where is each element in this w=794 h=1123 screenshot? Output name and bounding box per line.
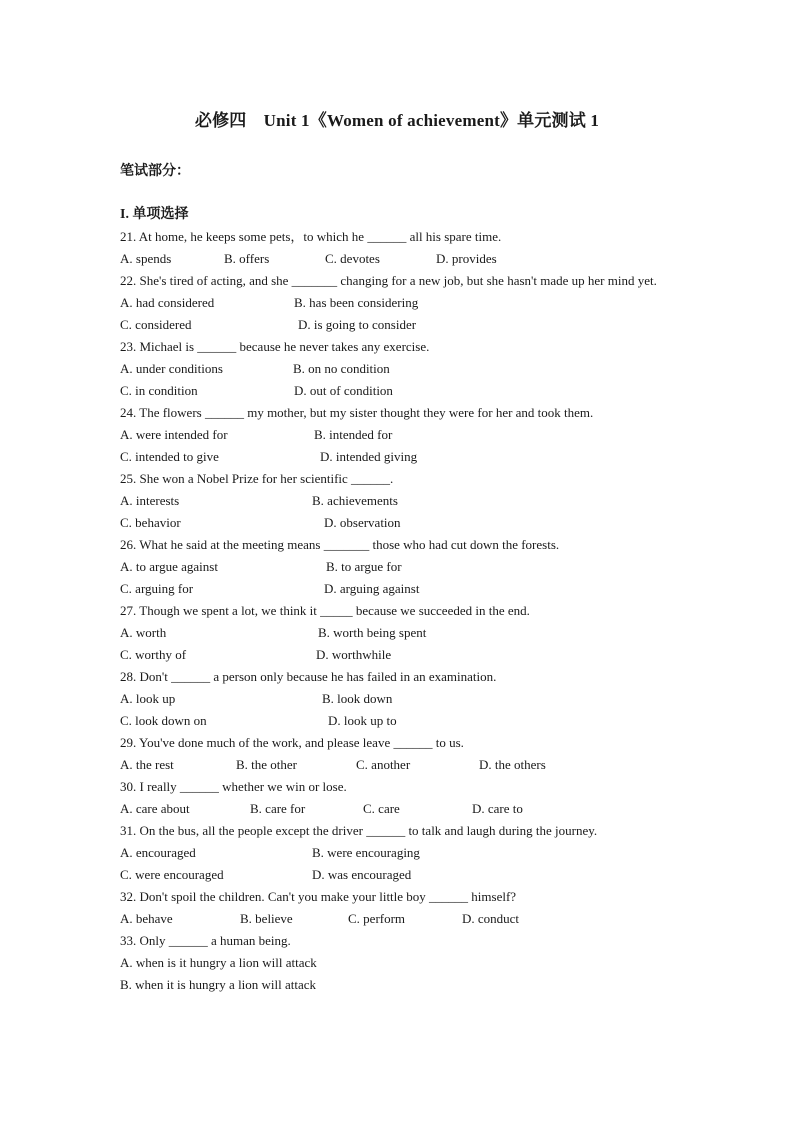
option-c: C. devotes (325, 251, 380, 266)
question-stem: 23. Michael is ______ because he never takes any exercise. (120, 339, 430, 354)
option-d: D. provides (436, 251, 497, 266)
option-c: C. perform (348, 911, 406, 926)
question-options (120, 908, 660, 930)
option-b: B. on no condition (293, 361, 390, 376)
question-stem: 26. What he said at the meeting means _______ those who had cut down the forests. (120, 537, 560, 552)
option-a: A. to argue against (120, 559, 218, 574)
option-b: B. has been considering (294, 295, 419, 310)
question-stem: 33. Only ______ a human being. (120, 933, 291, 948)
question-options (120, 578, 660, 600)
option-d: D. care to (472, 801, 523, 816)
question-stem: 27. Though we spent a lot, we think it _____ because we succeeded in the end. (120, 603, 530, 618)
question-stem: 28. Don't ______ a person only because he has failed in an examination. (120, 669, 497, 684)
option-b: B. offers (224, 251, 270, 266)
option-b: B. look down (322, 691, 393, 706)
question-stem: 25. She won a Nobel Prize for her scientific ______. (120, 471, 394, 486)
option-a: A. when is it hungry a lion will attack (120, 955, 317, 970)
question-options (120, 292, 660, 314)
question-options (120, 358, 660, 380)
option-c: C. behavior (120, 515, 181, 530)
option-d: D. the others (479, 757, 546, 772)
question-options (120, 446, 660, 468)
option-d: D. worthwhile (316, 647, 392, 662)
question-options (120, 512, 660, 534)
question-stem: 31. On the bus, all the people except the driver ______ to talk and laugh during the journey. (120, 823, 598, 838)
option-c: C. look down on (120, 713, 207, 728)
question-options (120, 248, 660, 270)
page-title: 必修四 Unit 1《Women of achievement》单元测试 1 (194, 111, 600, 130)
option-b: B. the other (236, 757, 298, 772)
option-a: A. look up (120, 691, 176, 706)
option-b: B. believe (240, 911, 293, 926)
option-d: D. look up to (328, 713, 397, 728)
question-stem: 22. She's tired of acting, and she _______ changing for a new job, but she hasn't made up her mind yet. (120, 273, 657, 288)
option-d: D. was encouraged (312, 867, 412, 882)
question-options (120, 842, 660, 864)
option-d: D. observation (324, 515, 401, 530)
option-c: C. considered (120, 317, 192, 332)
option-c: C. care (363, 801, 400, 816)
option-d: D. out of condition (294, 383, 393, 398)
question-stem: 32. Don't spoil the children. Can't you make your little boy ______ himself? (120, 889, 517, 904)
option-c: C. arguing for (120, 581, 194, 596)
section-heading: I. 单项选择 (120, 207, 189, 222)
question-options (120, 490, 660, 512)
question-stem: 24. The flowers ______ my mother, but my sister thought they were for her and took them. (120, 405, 594, 420)
option-d: D. intended giving (320, 449, 418, 464)
option-b: B. to argue for (326, 559, 402, 574)
option-a: A. the rest (120, 757, 174, 772)
option-b: B. intended for (314, 427, 393, 442)
option-c: C. in condition (120, 383, 198, 398)
option-c: C. intended to give (120, 449, 219, 464)
option-a: A. encouraged (120, 845, 196, 860)
option-b: B. achievements (312, 493, 398, 508)
option-d: D. is going to consider (298, 317, 417, 332)
question-options (120, 622, 660, 644)
option-b: B. worth being spent (318, 625, 427, 640)
option-d: D. conduct (462, 911, 520, 926)
question-options (120, 710, 660, 732)
question-options (120, 864, 660, 886)
option-a: A. worth (120, 625, 167, 640)
option-a: A. were intended for (120, 427, 228, 442)
option-c: C. worthy of (120, 647, 187, 662)
option-d: D. arguing against (324, 581, 420, 596)
question-list (120, 226, 660, 996)
option-a: A. behave (120, 911, 173, 926)
question-options (120, 644, 660, 666)
option-b: B. were encouraging (312, 845, 420, 860)
question-options (120, 798, 660, 820)
option-a: A. care about (120, 801, 190, 816)
option-a: A. interests (120, 493, 180, 508)
question-options (120, 314, 660, 336)
question-stem: 30. I really ______ whether we win or lose. (120, 779, 347, 794)
question-options (120, 688, 660, 710)
option-a: A. had considered (120, 295, 215, 310)
question-options (120, 424, 660, 446)
option-a: A. under conditions (120, 361, 223, 376)
option-b: B. when it is hungry a lion will attack (120, 977, 317, 992)
section-subtitle: 笔试部分： (120, 164, 190, 179)
question-options (120, 380, 660, 402)
question-stem: 29. You've done much of the work, and please leave ______ to us. (120, 735, 464, 750)
option-c: C. were encouraged (120, 867, 224, 882)
question-options (120, 754, 660, 776)
option-b: B. care for (250, 801, 306, 816)
question-options (120, 556, 660, 578)
question-stem: 21. At home, he keeps some pets，to which he ______ all his spare time. (120, 229, 502, 244)
option-c: C. another (356, 757, 411, 772)
option-a: A. spends (120, 251, 172, 266)
